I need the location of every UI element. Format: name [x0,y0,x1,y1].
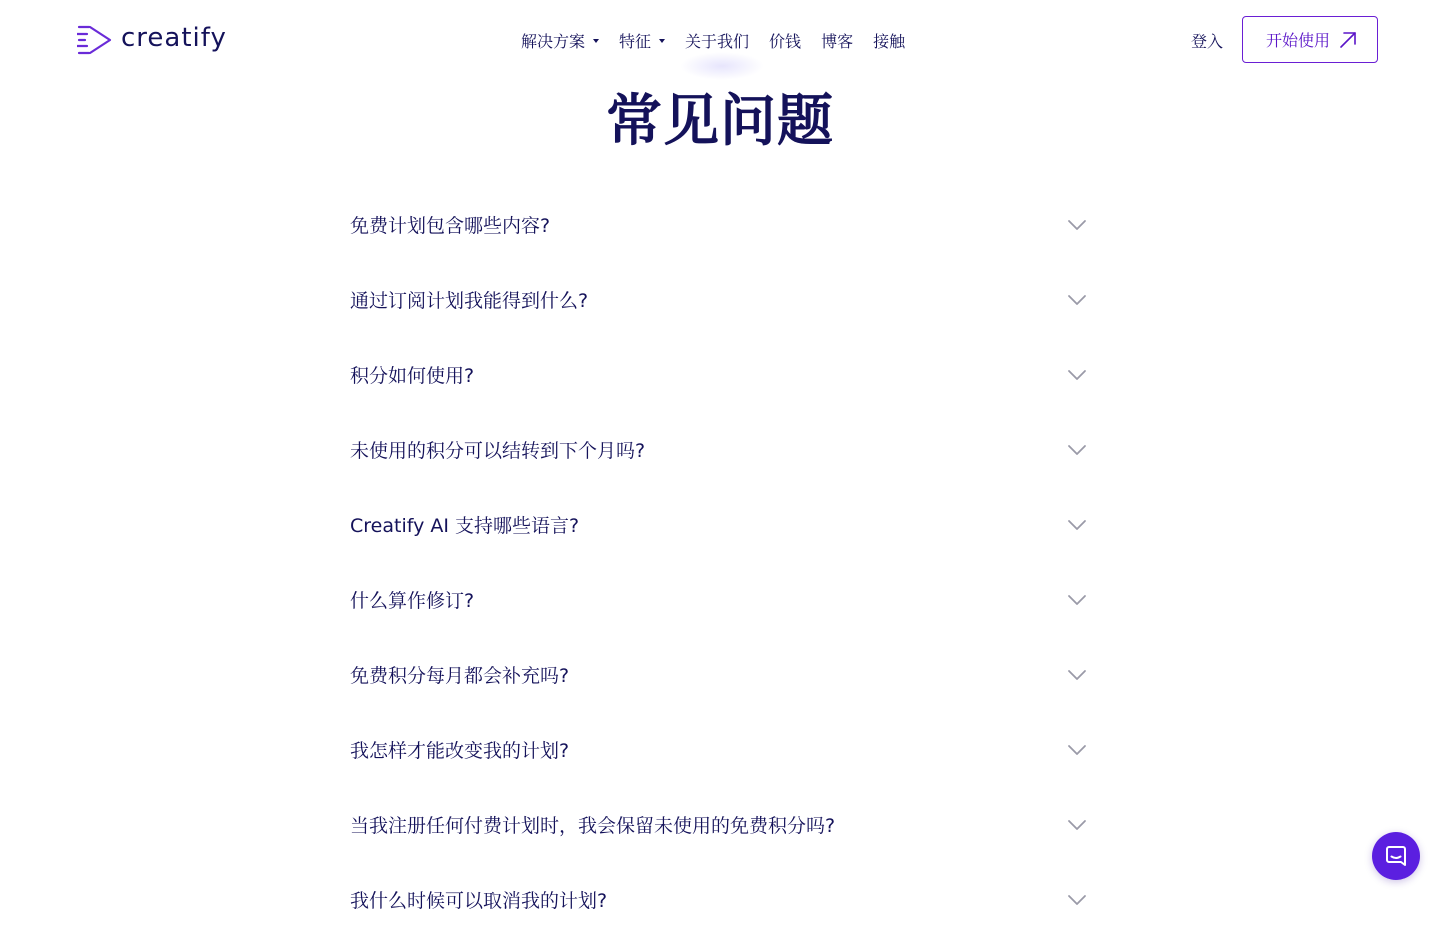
faq-item[interactable] [350,338,1090,413]
chevron-down-icon [1067,669,1087,681]
faq-question: 什么算作修订? [350,590,475,612]
faq-question: Creatify AI 支持哪些语言? [350,515,580,537]
faq-list [350,188,1090,938]
chevron-down-icon [1067,219,1087,231]
logo[interactable] [77,22,227,58]
page-title: 常见问题 [606,89,834,154]
faq-item[interactable] [350,413,1090,488]
faq-question: 积分如何使用? [350,365,475,387]
chevron-down-icon [1067,444,1087,456]
chevron-down-icon [1067,369,1087,381]
chat-launcher-button[interactable] [1372,832,1420,880]
faq-question: 我怎样才能改变我的计划? [350,740,570,762]
decorative-glow [680,52,764,80]
faq-question: 我什么时候可以取消我的计划? [350,890,608,912]
nav-item-features[interactable] [619,29,665,52]
nav-item-solutions[interactable] [521,29,599,52]
logo-text: creatify [121,23,227,53]
chat-bubble-icon [1384,844,1408,868]
faq-question: 通过订阅计划我能得到什么? [350,290,589,312]
faq-item[interactable] [350,638,1090,713]
nav-item-blog[interactable] [821,29,853,52]
nav-item-pricing[interactable] [769,29,801,52]
faq-item[interactable] [350,713,1090,788]
nav-item-about[interactable] [685,29,749,52]
get-started-label: 开始使用 [1266,31,1331,50]
chevron-down-icon [1067,744,1087,756]
get-started-button[interactable] [1242,16,1378,63]
faq-item[interactable] [350,488,1090,563]
faq-question: 免费积分每月都会补充吗? [350,665,570,687]
nav-item-label: 价钱 [769,31,802,51]
chevron-down-icon [1067,519,1087,531]
faq-item[interactable] [350,863,1090,938]
faq-question: 当我注册任何付费计划时，我会保留未使用的免费积分吗? [350,815,836,837]
faq-question: 免费计划包含哪些内容? [350,215,551,237]
chevron-down-icon [1067,294,1087,306]
nav-item-label: 博客 [821,31,854,51]
faq-question: 未使用的积分可以结转到下个月吗? [350,440,646,462]
chevron-down-icon [1067,594,1087,606]
arrow-up-right-icon [1339,31,1357,49]
chevron-down-icon [1067,819,1087,831]
nav-item-label: 解决方案 [521,31,586,51]
nav-item-contact[interactable] [873,29,905,52]
faq-item[interactable] [350,263,1090,338]
nav-item-label: 关于我们 [685,31,750,51]
creatify-logo-icon [77,23,113,57]
faq-item[interactable] [350,563,1090,638]
caret-down-icon [593,39,599,43]
nav-item-label: 特征 [619,31,652,51]
login-link[interactable]: 登入 [1191,32,1224,51]
chevron-down-icon [1067,894,1087,906]
main-nav [521,28,925,52]
faq-item[interactable] [350,188,1090,263]
nav-item-label: 接触 [873,31,906,51]
faq-item[interactable] [350,788,1090,863]
caret-down-icon [659,39,665,43]
